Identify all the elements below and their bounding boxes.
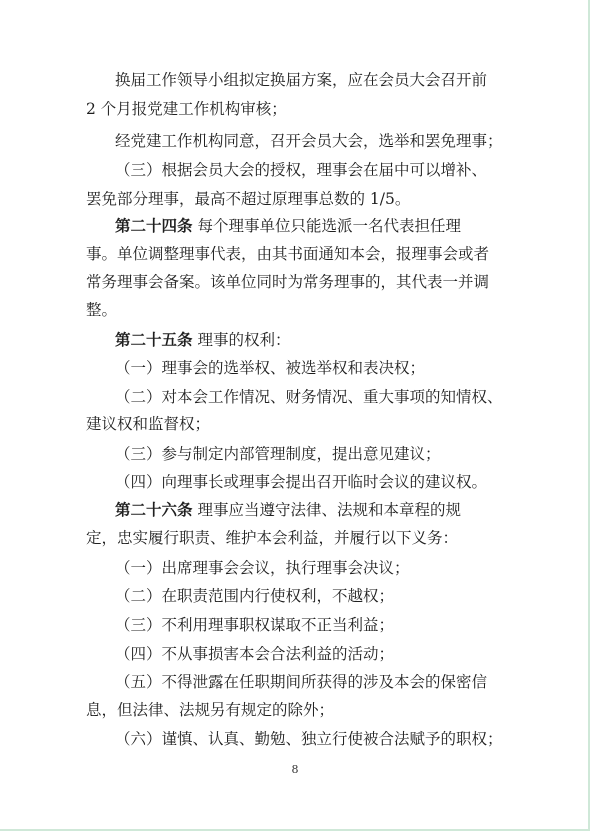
text-line: 经党建工作机构同意，召开会员大会，选举和罢免理事； xyxy=(115,132,503,150)
text-line: （三）根据会员大会的授权，理事会在届中可以增补、 xyxy=(115,161,488,179)
article-24-first-line xyxy=(115,216,461,236)
text-line: （二）在职责范围内行使权利，不越权； xyxy=(115,587,395,605)
text-line: （四）向理事长或理事会提出召开临时会议的建议权。 xyxy=(115,473,488,491)
text-line: （三）参与制定内部管理制度，提出意见建议； xyxy=(115,445,441,463)
text-span: 理事应当遵守法律、法规和本章程的规 xyxy=(192,501,461,519)
page-number: 8 xyxy=(291,763,299,776)
text-line: （一）出席理事会会议，执行理事会决议； xyxy=(115,559,410,577)
text-line: （六）谨慎、认真、勤勉、独立行使被合法赋予的职权； xyxy=(115,730,503,748)
text-line: 常务理事会备案。该单位同时为常务理事的，其代表一并调 xyxy=(86,273,490,291)
text-line: （二）对本会工作情况、财务情况、重大事项的知情权、 xyxy=(115,388,503,406)
text-line: 息，但法律、法规另有规定的除外； xyxy=(86,701,335,719)
text-line: 换届工作领导小组拟定换届方案，应在会员大会召开前 xyxy=(115,71,488,89)
article-heading: 第二十五条 xyxy=(115,330,193,349)
text-span: 理事的权利： xyxy=(192,331,291,349)
text-line: 2 个月报党建工作机构审核； xyxy=(86,100,287,118)
article-heading: 第二十六条 xyxy=(115,500,193,519)
article-25-line xyxy=(115,330,290,350)
article-heading: 第二十四条 xyxy=(115,216,193,235)
text-line: 建议权和监督权； xyxy=(86,415,211,433)
text-line: （一）理事会的选举权、被选举权和表决权； xyxy=(115,359,426,377)
text-line: （五）不得泄露在任职期间所获得的涉及本会的保密信 xyxy=(115,673,488,691)
text-line: 整。 xyxy=(86,301,118,319)
text-span: 每个理事单位只能选派一名代表担任理 xyxy=(192,217,461,235)
article-26-first-line xyxy=(115,500,461,520)
text-line: 事。单位调整理事代表，由其书面通知本会，报理事会或者 xyxy=(86,245,490,263)
text-line: 定，忠实履行职责、维护本会利益，并履行以下义务： xyxy=(86,529,459,547)
text-line: （四）不从事损害本会合法利益的活动； xyxy=(115,645,395,663)
text-line: （三）不利用理事职权谋取不正当利益； xyxy=(115,616,395,634)
text-line: 罢免部分理事，最高不超过原理事总数的 1/5。 xyxy=(86,190,411,208)
